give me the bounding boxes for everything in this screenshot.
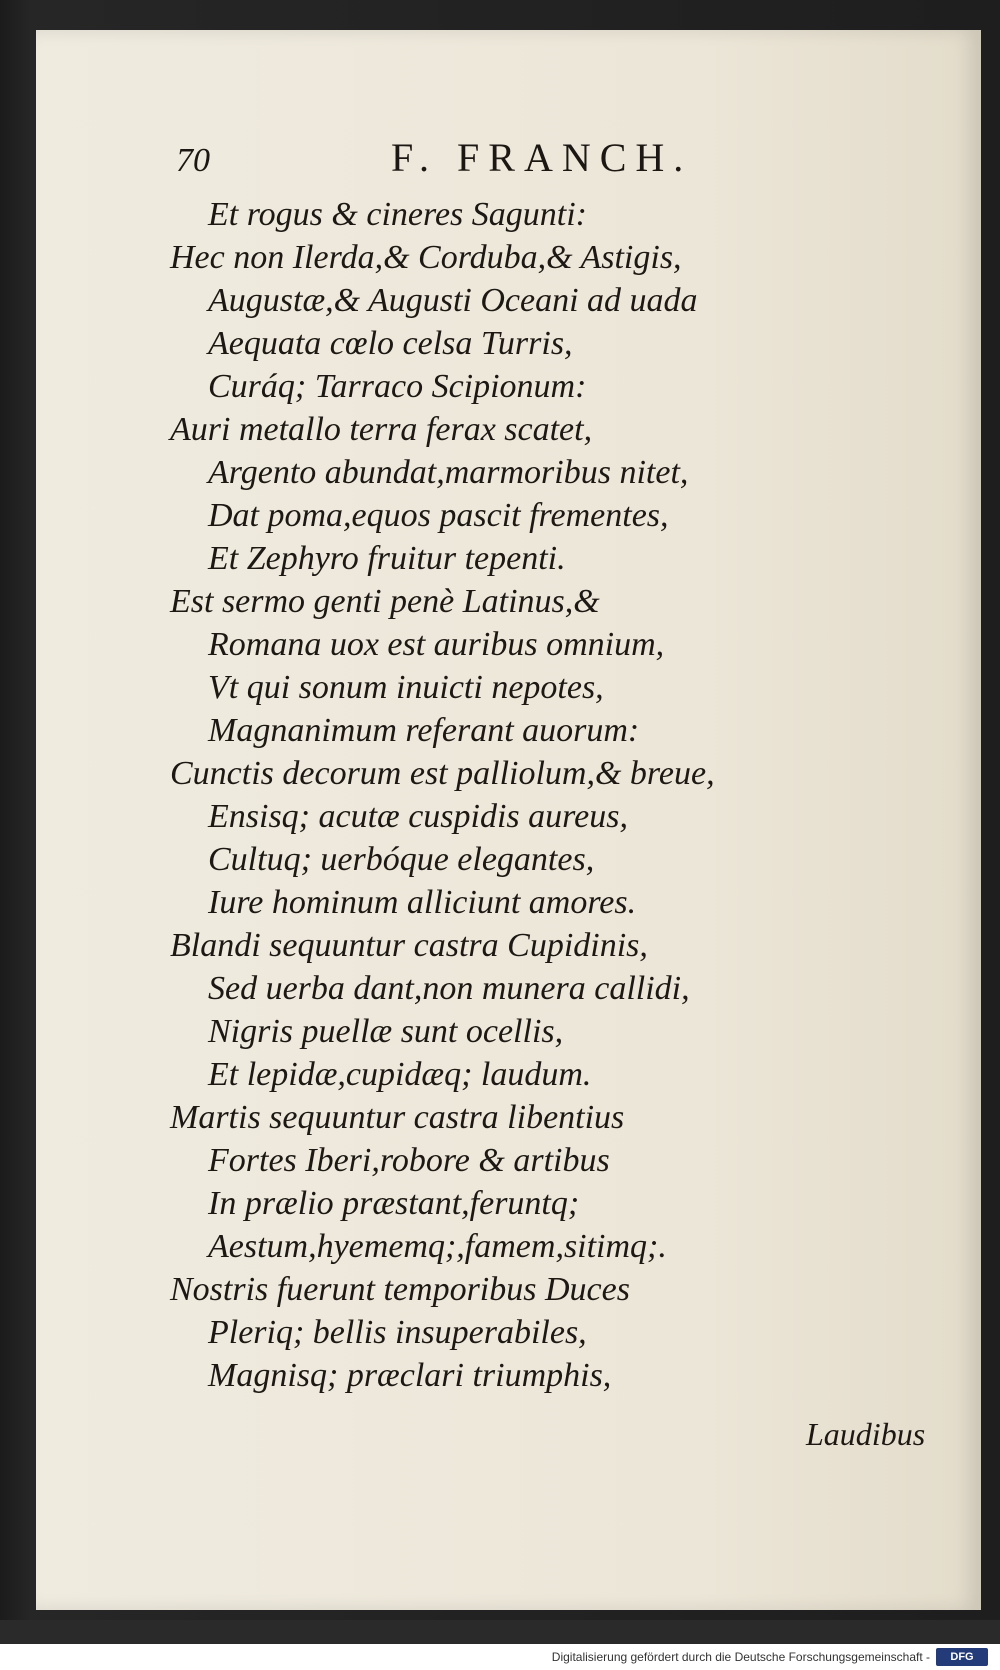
verse-line: Ensisq; acutæ cuspidis aureus,: [208, 798, 628, 835]
page-header: [36, 135, 981, 202]
verse-line: Et rogus & cineres Sagunti:: [208, 196, 587, 233]
digitization-footer: [0, 1644, 1000, 1670]
footer-credit: Digitalisierung gefördert durch die Deutsche Forschungsgemeinschaft -: [551, 1650, 930, 1664]
verse-line: In prælio præstant,feruntq;: [208, 1185, 580, 1222]
verse-line: Et lepidæ,cupidæq; laudum.: [208, 1056, 592, 1093]
verse-line: Aequata cœlo celsa Turris,: [208, 325, 573, 362]
dfg-logo: DFG: [936, 1648, 988, 1666]
verse-line: Cultuq; uerbóque elegantes,: [208, 841, 595, 878]
verse-line: Romana uox est auribus omnium,: [208, 626, 665, 663]
verse-line: Dat poma,equos pascit frementes,: [208, 497, 669, 534]
verse-line: Auri metallo terra ferax scatet,: [170, 411, 593, 448]
verse-line: Pleriq; bellis insuperabiles,: [208, 1314, 587, 1351]
verse-line: Fortes Iberi,robore & artibus: [208, 1142, 610, 1179]
verse-line: Sed uerba dant,non munera callidi,: [208, 970, 690, 1007]
book-page: [36, 30, 981, 1610]
verse-line: Cunctis decorum est palliolum,& breue,: [170, 755, 715, 792]
page-number: 70: [176, 142, 210, 179]
verse-line: Nostris fuerunt temporibus Duces: [170, 1271, 630, 1308]
verse-line: Magnisq; præclari triumphis,: [208, 1357, 612, 1394]
verse-line: Martis sequuntur castra libentius: [170, 1099, 625, 1136]
verse-line: Hec non Ilerda,& Corduba,& Astigis,: [170, 239, 682, 276]
verse-line: Est sermo genti penè Latinus,&: [170, 583, 600, 620]
verse-line: Augustæ,& Augusti Oceani ad uada: [208, 282, 698, 319]
catchword: Laudibus: [806, 1416, 926, 1452]
verse-line: Argento abundat,marmoribus nitet,: [208, 454, 689, 491]
verse-line: Blandi sequuntur castra Cupidinis,: [170, 927, 648, 964]
verse-line: Magnanimum referant auorum:: [208, 712, 640, 749]
verse-line: Et Zephyro fruitur tepenti.: [208, 540, 566, 577]
running-head: F. FRANCH.: [391, 135, 693, 180]
verse-line: Vt qui sonum inuicti nepotes,: [208, 669, 604, 706]
verse-line: Iure hominum alliciunt amores.: [208, 884, 637, 921]
verse-line: Curáq; Tarraco Scipionum:: [208, 368, 587, 405]
verse-line: Aestum,hyememq;,famem,sitimq;.: [208, 1228, 667, 1265]
verse-line: Nigris puellæ sunt ocellis,: [208, 1013, 564, 1050]
